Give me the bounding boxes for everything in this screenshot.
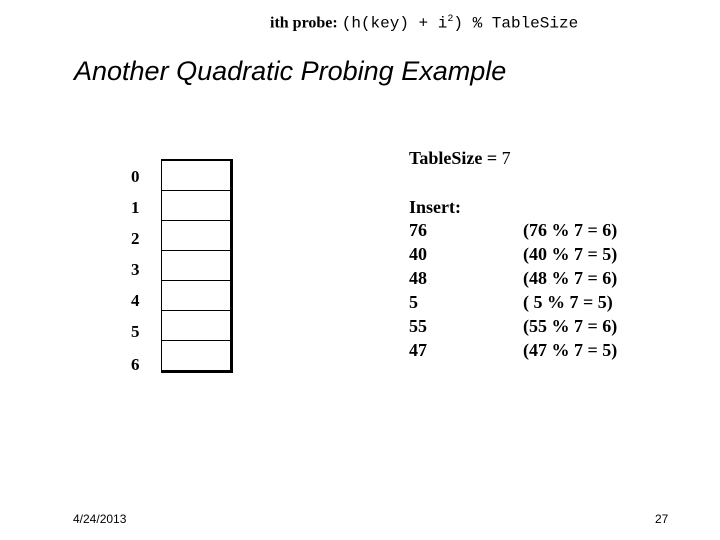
insert-hash-2: (40 % 7 = 5): [523, 244, 618, 264]
table-index-0: 0: [131, 167, 140, 186]
insert-hash-6: (47 % 7 = 5): [523, 340, 618, 360]
table-index-5: 5: [131, 322, 140, 341]
insert-key-3: 48: [409, 268, 427, 288]
slide-title: Another Quadratic Probing Example: [74, 56, 507, 86]
hash-table-slot-2: [161, 220, 233, 250]
insert-key-1: 76: [409, 220, 427, 240]
formula-expression-a: (h(key) + i: [341, 14, 448, 33]
page-number: 27: [655, 512, 669, 526]
hash-table-slot-4: [161, 280, 233, 310]
insert-key-2: 40: [409, 244, 427, 264]
formula-prefix: ith probe:: [270, 14, 342, 32]
insert-hash-1: (76 % 7 = 6): [523, 220, 618, 240]
table-index-4: 4: [131, 291, 140, 310]
footer-date: 4/24/2013: [73, 512, 127, 526]
insert-key-6: 47: [409, 340, 427, 360]
insert-hash-3: (48 % 7 = 6): [523, 268, 618, 288]
hash-table-slot-0: [161, 159, 233, 190]
table-index-3: 3: [131, 260, 140, 279]
table-index-6: 6: [131, 355, 140, 374]
hash-table-slot-5: [161, 310, 233, 340]
insert-heading: Insert:: [409, 197, 461, 217]
tablesize-label: TableSize =: [409, 148, 502, 168]
formula-expression-b: ) % TableSize: [453, 14, 579, 33]
formula-exponent: 2: [447, 14, 454, 25]
insert-hash-5: (55 % 7 = 6): [523, 316, 618, 336]
insert-key-4: 5: [409, 292, 418, 312]
tablesize-line: [409, 148, 511, 169]
hash-table-slot-1: [161, 190, 233, 220]
hash-table-slot-6: [161, 340, 233, 373]
tablesize-value: 7: [501, 148, 511, 168]
hash-table-slot-3: [161, 250, 233, 280]
table-index-2: 2: [131, 229, 140, 248]
table-index-1: 1: [131, 198, 140, 217]
hash-table: [161, 159, 233, 373]
probe-formula: [270, 14, 578, 32]
insert-hash-4: ( 5 % 7 = 5): [523, 292, 613, 312]
insert-key-5: 55: [409, 316, 427, 336]
